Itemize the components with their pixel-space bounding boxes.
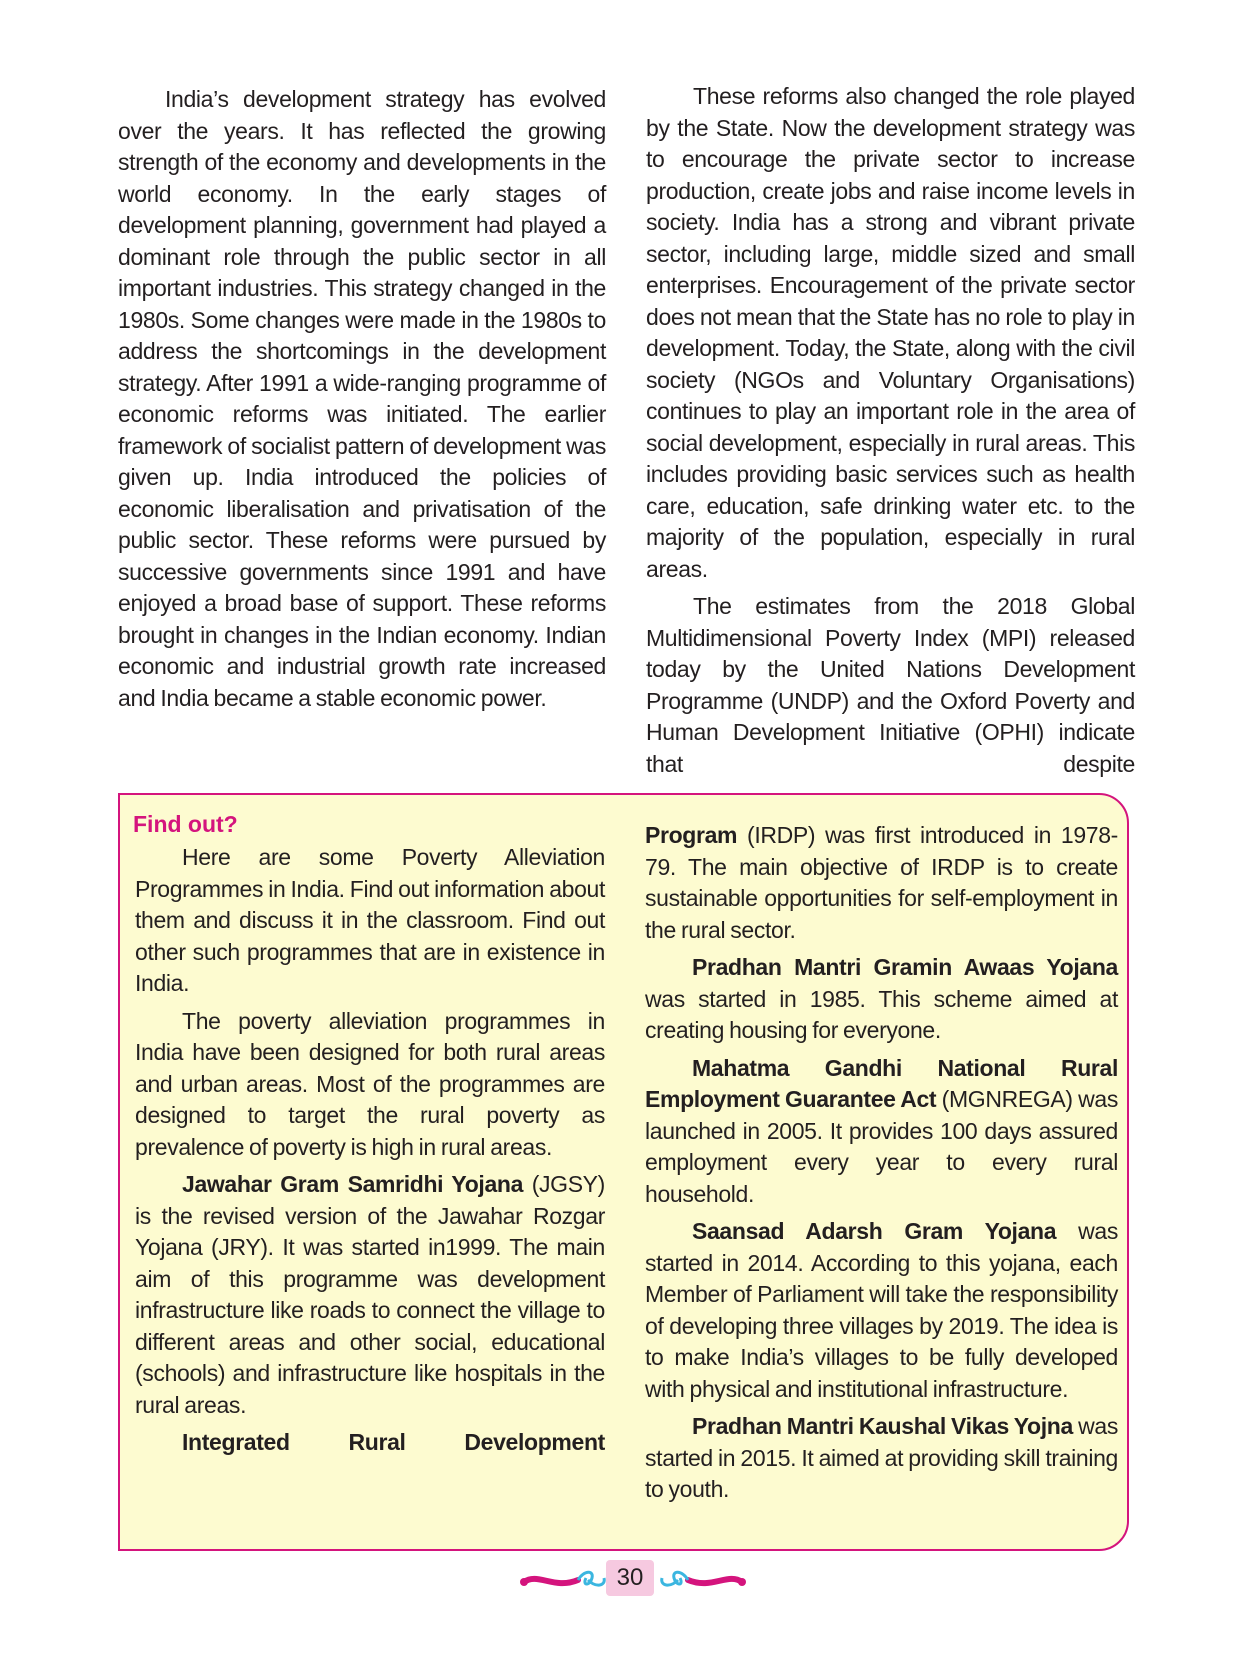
right-paragraph-1: These reforms also changed the role played by the State. Now the development strategy was to encourage the private sector to increase production, create jobs and raise income levels in society. India has a strong and vibrant private sector, including large, middle sized and small enterprises. Encouragement of the private sector does not mean that the State has no role to play in development. Today, the State, along with the civil society (NGOs and Voluntary Organisations) continues to play an important role in the area of social development, especially in rural areas. This includes providing basic services such as health care, education, safe drinking water etc. to the majority of the population, especially in rural areas.	[646, 83, 1135, 582]
right-paragraph-2: The estimates from the 2018 Global Multidimensional Poverty Index (MPI) released today by the United Nations Development Programme (UNDP) and the Oxford Poverty and Human Development Initiative (OPHI) indicate that despite	[646, 593, 1135, 777]
right-column	[646, 81, 1135, 786]
right-ornament-icon	[656, 1556, 746, 1600]
pmgay-name: Pradhan Mantri Gramin Awaas Yojana	[692, 954, 1118, 980]
pmgay-paragraph	[645, 952, 1118, 1047]
mgnrega-paragraph	[645, 1053, 1118, 1211]
find-out-intro: Here are some Poverty Alleviation Programmes in India. Find out information about them and discuss it in the classroom. Find out other such programmes that are in existence in India.	[135, 844, 605, 996]
irdp-paragraph	[645, 820, 1118, 946]
jgsy-text: (JGSY) is the revised version of the Jawahar Rozgar Yojana (JRY). It was started in1999. The main aim of this programme was development infrastructure like roads to connect the village to different areas and other social, educational (schools) and infrastructure like hospitals in the rural areas.	[135, 1171, 605, 1418]
page-footer	[520, 1556, 730, 1600]
pmkvy-text: was started in 2015. It aimed at providing skill training to youth.	[645, 1413, 1118, 1502]
irdp-name-part2: Program	[645, 822, 738, 848]
left-paragraph-1: India’s development strategy has evolved over the years. It has reflected the growing strength of the economy and developments in the world economy. In the early stages of development planning, government had played a dominant role through the public sector in all important industries. This strategy changed in the 1980s. Some changes were made in the 1980s to address the shortcomings in the development strategy. After 1991 a wide-ranging programme of economic reforms was initiated. The earlier framework of socialist pattern of development was given up. India introduced the policies of economic liberalisation and privatisation of the public sector. These reforms were pursued by successive governments since 1991 and have enjoyed a broad base of support. These reforms brought in changes in the Indian economy. Indian economic and industrial growth rate increased and India became a stable economic power.	[118, 86, 606, 711]
find-out-title: Find out?	[133, 811, 238, 837]
left-column	[118, 84, 606, 720]
irdp-name-part1: Integrated Rural Development	[182, 1429, 605, 1455]
pmkvy-paragraph	[645, 1411, 1118, 1506]
pmkvy-name: Pradhan Mantri Kaushal Vikas Yojna	[692, 1413, 1073, 1439]
sagy-text: was started in 2014. According to this yojana, each Member of Parliament will take the responsibility of developing three villages by 2019. The idea is to make India’s villages to be fully developed with physical and institutional infrastructure.	[645, 1218, 1118, 1402]
left-ornament-icon	[520, 1556, 610, 1600]
pmgay-text: was started in 1985. This scheme aimed at creating housing for everyone.	[645, 985, 1118, 1043]
find-out-right-column	[645, 820, 1118, 1512]
page-number: 30	[606, 1560, 654, 1596]
mgnrega-name: Mahatma Gandhi National Rural Employment Guarantee Act	[645, 1054, 1118, 1112]
irdp-text: (IRDP) was first introduced in 1978-79. The main objective of IRDP is to create sustainable opportunities for self-employment in the rural sector.	[645, 822, 1118, 943]
irdp-heading-line	[135, 1427, 605, 1459]
jgsy-name: Jawahar Gram Samridhi Yojana	[182, 1171, 524, 1197]
find-out-left-column	[135, 842, 605, 1465]
sagy-paragraph	[645, 1216, 1118, 1405]
mgnrega-text: (MGNREGA) was launched in 2005. It provides 100 days assured employment every year to every rural household.	[645, 1086, 1118, 1207]
jgsy-paragraph	[135, 1169, 605, 1421]
find-out-paragraph-2: The poverty alleviation programmes in India have been designed for both rural areas and urban areas. Most of the programmes are designed to target the rural poverty as prevalence of poverty is high in rural areas.	[135, 1007, 605, 1160]
sagy-name: Saansad Adarsh Gram Yojana	[692, 1218, 1057, 1244]
